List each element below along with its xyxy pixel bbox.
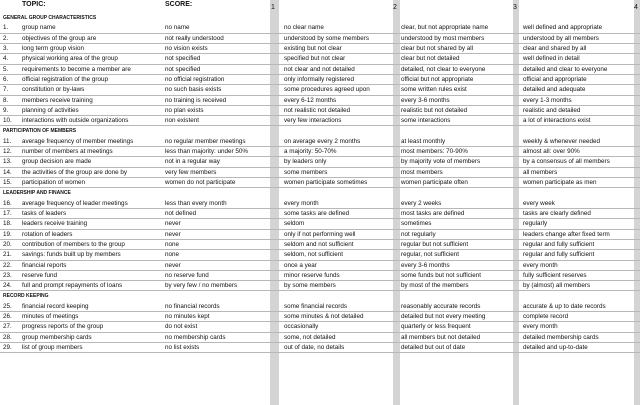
score-cell-1: seldom, not sufficient — [284, 251, 344, 259]
row-topic: physical working area of the group — [22, 55, 118, 63]
score-cell-3: well defined in detail — [523, 55, 580, 63]
row-number: 15. — [3, 179, 12, 186]
table-row — [0, 116, 640, 126]
table-row — [0, 178, 640, 188]
score-number-1: 1 — [271, 4, 275, 11]
score-cell-none: no name — [165, 24, 190, 32]
row-number: 10. — [3, 117, 12, 125]
score-cell-2: detailed but out of date — [401, 344, 466, 351]
row-number: 19. — [3, 230, 12, 238]
score-cell-none: no training is received — [165, 96, 227, 104]
score-header: SCORE: — [165, 1, 193, 8]
score-cell-3: every month — [523, 261, 558, 269]
row-topic: minutes of meetings — [22, 313, 79, 321]
row-topic: average frequency of member meetings — [22, 137, 134, 145]
score-cell-none: non existent — [165, 117, 199, 125]
score-cell-none: never — [165, 261, 181, 269]
row-topic: financial reports — [22, 261, 67, 269]
score-cell-none: no list exists — [165, 344, 200, 351]
score-cell-1: occasionally — [284, 323, 319, 331]
row-topic: reserve fund — [22, 271, 58, 279]
score-number-2: 2 — [393, 4, 397, 11]
score-cell-3: understood by all members — [523, 34, 599, 42]
score-cell-2: women participate often — [401, 179, 468, 186]
score-cell-1: very few interactions — [284, 117, 342, 125]
score-cell-none: do not exist — [165, 323, 198, 331]
row-number: 22. — [3, 261, 12, 269]
row-topic: interactions with outside organizations — [22, 117, 129, 125]
score-cell-1: a majority: 50-70% — [284, 148, 337, 156]
score-cell-3: fully sufficient reserves — [523, 271, 587, 279]
table-row — [0, 261, 640, 271]
score-cell-1: out of date, no details — [284, 344, 345, 351]
table-row — [0, 302, 640, 312]
score-cell-2: clear but not shared by all — [401, 44, 474, 52]
section-title: GENERAL GROUP CHARACTERISTICS — [3, 15, 97, 21]
score-cell-2: by majority vote of members — [401, 158, 481, 166]
score-cell-none: no financial records — [165, 302, 220, 310]
score-cell-1: every month — [284, 199, 319, 207]
section-title: PARTICIPATION OF MEMBERS — [3, 128, 77, 135]
score-cell-none: no official registration — [165, 75, 225, 83]
score-cell-3: all members — [523, 168, 558, 176]
row-number: 24. — [3, 282, 12, 290]
score-cell-1: some, not detailed — [284, 333, 336, 341]
table-row — [0, 54, 640, 64]
score-cell-3: weekly & whenever needed — [523, 137, 601, 145]
score-cell-1: by leaders only — [284, 158, 327, 166]
table-row — [0, 333, 640, 343]
score-cell-1: not realistic not detailed — [284, 106, 351, 114]
score-cell-none: no such basis exists — [165, 86, 222, 94]
score-cell-3: leaders change after fixed term — [523, 230, 610, 238]
score-number-3: 3 — [513, 4, 517, 11]
row-topic: group decision are made — [22, 158, 92, 166]
score-cell-none: by very few / no members — [165, 282, 238, 290]
score-cell-none: not in a regular way — [165, 158, 220, 166]
score-cell-none: very few members — [165, 168, 217, 176]
score-cell-2: by most of the members — [401, 282, 469, 290]
row-topic: objectives of the group are — [22, 34, 97, 42]
score-cell-3: by a consensus of all members — [523, 158, 610, 166]
table-row — [0, 240, 640, 250]
row-topic: members receive training — [22, 96, 93, 104]
score-cell-1: only if not performing well — [284, 230, 356, 238]
score-cell-1: women participate sometimes — [284, 179, 368, 186]
table-row — [0, 199, 640, 209]
section-heading — [0, 13, 640, 23]
row-number: 2. — [3, 34, 9, 42]
score-cell-1: some financial records — [284, 302, 347, 310]
score-cell-none: less than majority: under 50% — [165, 148, 248, 156]
score-cell-none: no vision exists — [165, 44, 208, 52]
row-number: 27. — [3, 323, 12, 331]
score-cell-2: understood by most members — [401, 34, 485, 42]
table-row — [0, 281, 640, 291]
section-heading — [0, 188, 640, 198]
row-number: 17. — [3, 209, 12, 217]
score-cell-none: not specified — [165, 55, 201, 63]
score-cell-none: not really understood — [165, 34, 224, 42]
score-cell-3: regular and fully sufficient — [523, 240, 595, 248]
row-topic: constitution or by-laws — [22, 86, 85, 94]
section-title: LEADERSHIP AND FINANCE — [3, 190, 71, 197]
score-cell-2: every 2 weeks — [401, 199, 442, 207]
score-cell-3: realistic and detailed — [523, 106, 581, 114]
score-cell-3: clear and shared by all — [523, 44, 587, 52]
score-cell-none: never — [165, 220, 181, 228]
score-cell-1: specified but not clear — [284, 55, 346, 63]
score-cell-3: every 1-3 months — [523, 96, 572, 104]
score-cell-2: detailed, not clear to everyone — [401, 65, 486, 73]
row-number: 1. — [3, 24, 9, 32]
row-topic: number of members at meetings — [22, 148, 113, 156]
table-row — [0, 106, 640, 116]
table-row — [0, 168, 640, 178]
row-number: 26. — [3, 313, 12, 321]
row-number: 4. — [3, 55, 9, 63]
score-cell-3: official and appropriate — [523, 75, 587, 83]
score-cell-2: realistic but not detailed — [401, 106, 468, 114]
table-row — [0, 85, 640, 95]
score-cell-3: almost all: over 90% — [523, 148, 580, 156]
row-number: 9. — [3, 106, 9, 114]
score-cell-2: some written rules exist — [401, 86, 467, 94]
score-cell-3: regularly — [523, 220, 548, 228]
score-cell-3: by (almost) all members — [523, 282, 591, 290]
score-cell-2: some interactions — [401, 117, 451, 125]
row-number: 13. — [3, 158, 12, 166]
score-cell-2: most members — [401, 168, 443, 176]
row-number: 29. — [3, 344, 12, 351]
row-topic: the activities of the group are done by — [22, 168, 128, 176]
row-number: 16. — [3, 199, 12, 207]
row-topic: official registration of the group — [22, 75, 108, 83]
score-cell-2: clear, but not appropriate name — [401, 24, 489, 32]
score-cell-none: no membership cards — [165, 333, 226, 341]
row-topic: tasks of leaders — [22, 209, 67, 217]
score-cell-3: detailed membership cards — [523, 333, 599, 341]
score-cell-2: at least monthly — [401, 137, 446, 145]
score-cell-2: some funds but not sufficient — [401, 271, 482, 279]
table-row — [0, 157, 640, 167]
row-topic: full and prompt repayments of loans — [22, 282, 123, 290]
score-cell-1: every 6-12 months — [284, 96, 337, 104]
score-cell-2: all members but not detailed — [401, 333, 481, 341]
row-topic: requirements to become a member are — [22, 65, 131, 73]
row-topic: progress reports of the group — [22, 323, 104, 331]
score-cell-3: tasks are clearly defined — [523, 209, 591, 217]
row-number: 11. — [3, 137, 12, 145]
score-cell-1: seldom and not sufficient — [284, 240, 354, 248]
table-row — [0, 312, 640, 322]
score-cell-3: women participate as men — [523, 179, 597, 186]
score-cell-2: most tasks are defined — [401, 209, 465, 217]
score-cell-3: detailed and up-to-date — [523, 344, 588, 351]
table-body — [0, 13, 640, 353]
row-number: 3. — [3, 44, 9, 52]
score-cell-3: well defined and appropriate — [523, 24, 603, 32]
score-cell-1: no clear name — [284, 24, 324, 32]
row-topic: long term group vision — [22, 44, 84, 52]
row-topic: planning of activities — [22, 106, 79, 114]
section-heading — [0, 126, 640, 136]
row-topic: participation of women — [22, 179, 86, 186]
score-cell-none: less than every month — [165, 199, 227, 207]
score-cell-1: minor reserve funds — [284, 271, 340, 279]
table-row — [0, 230, 640, 240]
row-topic: average frequency of leader meetings — [22, 199, 128, 207]
row-topic: contribution of members to the group — [22, 240, 125, 248]
table-row — [0, 271, 640, 281]
score-cell-3: detailed and clear to everyone — [523, 65, 608, 73]
row-number: 5. — [3, 65, 9, 73]
score-cell-none: never — [165, 230, 181, 238]
table-row — [0, 44, 640, 54]
score-cell-3: every week — [523, 199, 555, 207]
score-cell-none: no regular member meetings — [165, 137, 246, 145]
row-topic: savings: funds built up by members — [22, 251, 121, 259]
row-number: 21. — [3, 251, 12, 259]
table-row — [0, 219, 640, 229]
score-cell-2: clear but not detailed — [401, 55, 460, 63]
row-number: 18. — [3, 220, 12, 228]
score-cell-1: understood by some members — [284, 34, 370, 42]
score-cell-2: regular but not sufficient — [401, 240, 469, 248]
row-number: 12. — [3, 148, 12, 156]
score-cell-1: once a year — [284, 261, 317, 269]
table-row — [0, 137, 640, 147]
score-cell-none: none — [165, 240, 180, 248]
section-heading — [0, 291, 640, 301]
score-cell-2: every 3-6 months — [401, 96, 450, 104]
score-number-4: 4 — [634, 4, 638, 11]
score-cell-none: no reserve fund — [165, 271, 209, 279]
row-number: 23. — [3, 271, 12, 279]
score-cell-1: some procedures agreed upon — [284, 86, 370, 94]
row-number: 8. — [3, 96, 9, 104]
table-row — [0, 65, 640, 75]
score-cell-3: regular and fully sufficient — [523, 251, 595, 259]
score-cell-1: only informally registered — [284, 75, 354, 83]
row-number: 28. — [3, 333, 12, 341]
score-cell-1: on average every 2 months — [284, 137, 361, 145]
score-cell-2: sometimes — [401, 220, 432, 228]
row-topic: rotation of leaders — [22, 230, 73, 238]
section-title: RECORD KEEPING — [3, 293, 49, 300]
score-cell-none: no minutes kept — [165, 313, 210, 321]
score-cell-1: existing but not clear — [284, 44, 342, 52]
row-number: 20. — [3, 240, 12, 248]
score-cell-2: quarterly or less frequent — [401, 323, 471, 331]
score-cell-none: no plan exists — [165, 106, 204, 114]
score-cell-2: regular, not sufficient — [401, 251, 459, 259]
score-cell-2: detailed but not every meeting — [401, 313, 486, 321]
score-cell-2: reasonably accurate records — [401, 302, 481, 310]
row-number: 25. — [3, 302, 12, 310]
row-topic: list of group members — [22, 344, 83, 351]
score-cell-1: some tasks are defined — [284, 209, 350, 217]
table-row — [0, 96, 640, 106]
score-cell-none: none — [165, 251, 180, 259]
table-row — [0, 34, 640, 44]
score-cell-3: detailed and adequate — [523, 86, 586, 94]
score-cell-2: most members: 70-90% — [401, 148, 468, 156]
score-cell-3: complete record — [523, 313, 569, 321]
score-cell-none: not defined — [165, 209, 197, 217]
score-cell-3: a lot of interactions exist — [523, 117, 591, 125]
row-topic: leaders receive training — [22, 220, 88, 228]
score-cell-none: women do not participate — [165, 179, 236, 186]
score-cell-2: not regularly — [401, 230, 436, 238]
row-topic: group membership cards — [22, 333, 92, 341]
score-cell-1: not clear and not detailed — [284, 65, 355, 73]
table-row — [0, 147, 640, 157]
score-cell-1: some members — [284, 168, 328, 176]
score-cell-3: accurate & up to date records — [523, 302, 606, 310]
table-row — [0, 250, 640, 260]
score-cell-1: seldom — [284, 220, 305, 228]
score-cell-1: some minutes & not detailed — [284, 313, 364, 321]
table-header — [0, 0, 640, 12]
table-row — [0, 75, 640, 85]
table-row — [0, 343, 640, 353]
score-cell-3: every month — [523, 323, 558, 331]
row-topic: group name — [22, 24, 56, 32]
score-cell-none: not specified — [165, 65, 201, 73]
score-cell-2: every 3-6 months — [401, 261, 450, 269]
table-row — [0, 23, 640, 33]
row-number: 14. — [3, 168, 12, 176]
score-cell-1: by some members — [284, 282, 336, 290]
row-number: 6. — [3, 75, 9, 83]
table-row — [0, 322, 640, 332]
row-topic: financial record keeping — [22, 302, 89, 310]
table-row — [0, 209, 640, 219]
score-cell-2: official but not appropriate — [401, 75, 474, 83]
topic-header: TOPIC: — [22, 1, 46, 8]
row-number: 7. — [3, 86, 9, 94]
